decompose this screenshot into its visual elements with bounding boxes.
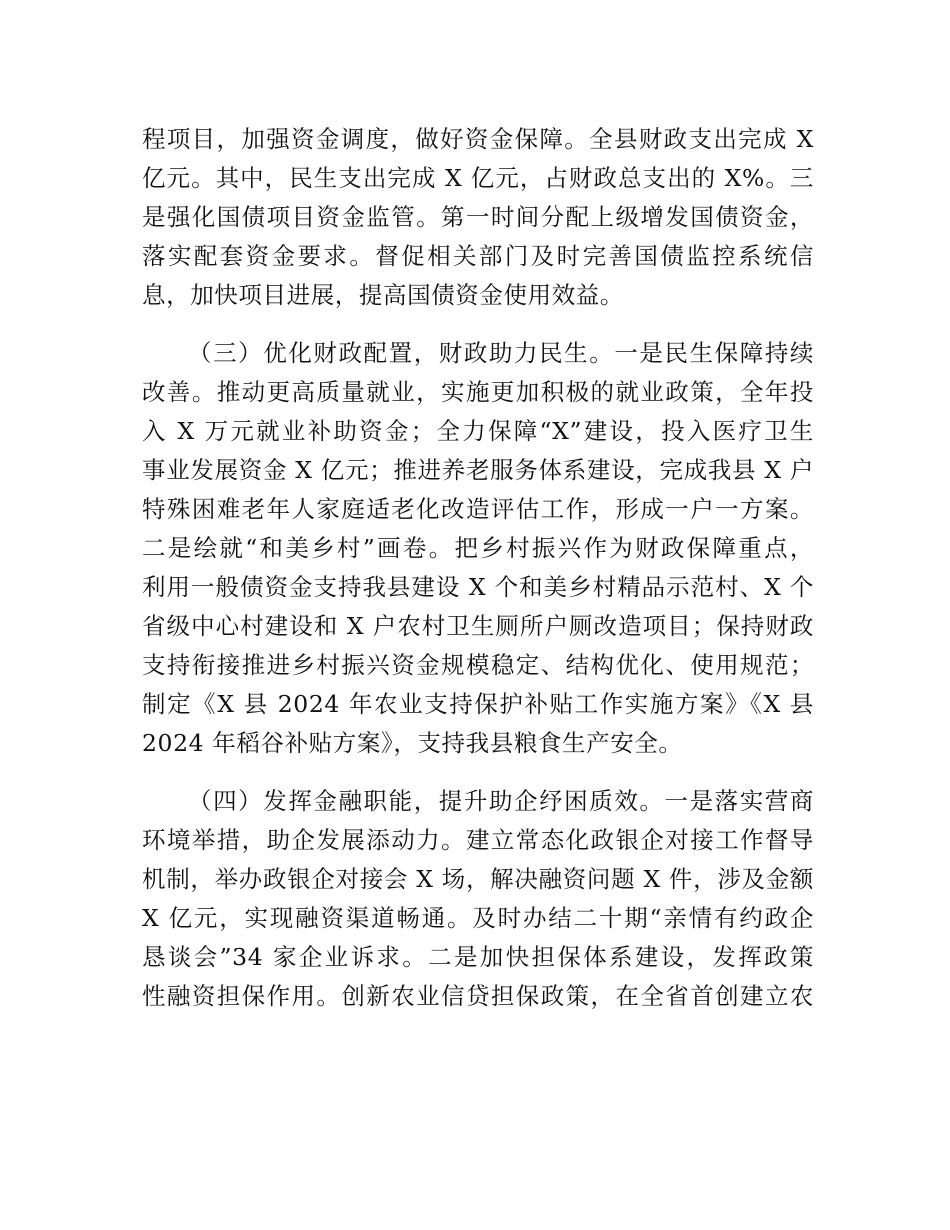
paragraph-1 — [142, 120, 814, 315]
text-line: 二是绘就“和美乡村”画卷。把乡村振兴作为财政保障重点， — [142, 534, 814, 562]
document-body — [142, 120, 814, 1016]
text-line: 支持衔接推进乡村振兴资金规模稳定、结构优化、使用规范； — [142, 651, 814, 679]
text-line: 性融资担保作用。创新农业信贷担保政策，在全省首创建立农 — [142, 982, 814, 1010]
text-line: 程项目，加强资金调度，做好资金保障。全县财政支出完成 X — [142, 125, 814, 153]
text-line: 改善。推动更高质量就业，实施更加积极的就业政策，全年投 — [142, 378, 814, 406]
text-line: 亿元。其中，民生支出完成 X 亿元，占财政总支出的 X%。三 — [142, 164, 814, 192]
text-line: 2024 年稻谷补贴方案》，支持我县粮食生产安全。 — [142, 729, 683, 757]
paragraph-spacer — [142, 315, 814, 334]
paragraph-2 — [142, 334, 814, 763]
text-line: （四）发挥金融职能，提升助企纾困质效。一是落实营商 — [188, 787, 814, 815]
text-line: X 亿元，实现融资渠道畅通。及时办结二十期“亲情有约政企 — [142, 904, 814, 932]
paragraph-3 — [142, 782, 814, 1016]
paragraph-spacer — [142, 763, 814, 782]
text-line: 落实配套资金要求。督促相关部门及时完善国债监控系统信 — [142, 242, 814, 270]
text-line: 制定《X 县 2024 年农业支持保护补贴工作实施方案》《X 县 — [142, 690, 814, 718]
text-line: 环境举措，助企发展添动力。建立常态化政银企对接工作督导 — [142, 826, 814, 854]
text-line: 机制，举办政银企对接会 X 场，解决融资问题 X 件，涉及金额 — [142, 865, 814, 893]
text-line: 息，加快项目进展，提高国债资金使用效益。 — [142, 281, 624, 309]
text-line: 事业发展资金 X 亿元；推进养老服务体系建设，完成我县 X 户 — [142, 456, 814, 484]
text-line: 入 X 万元就业补助资金；全力保障“X”建设，投入医疗卫生 — [142, 417, 814, 445]
text-line: 恳谈会”34 家企业诉求。二是加快担保体系建设，发挥政策 — [142, 943, 814, 971]
text-line: 省级中心村建设和 X 户农村卫生厕所户厕改造项目；保持财政 — [142, 612, 814, 640]
text-line: 是强化国债项目资金监管。第一时间分配上级增发国债资金， — [142, 203, 814, 231]
text-line: 利用一般债资金支持我县建设 X 个和美乡村精品示范村、X 个 — [142, 573, 814, 601]
text-line: 特殊困难老年人家庭适老化改造评估工作，形成一户一方案。 — [142, 495, 814, 523]
text-line: （三）优化财政配置，财政助力民生。一是民生保障持续 — [188, 339, 814, 367]
